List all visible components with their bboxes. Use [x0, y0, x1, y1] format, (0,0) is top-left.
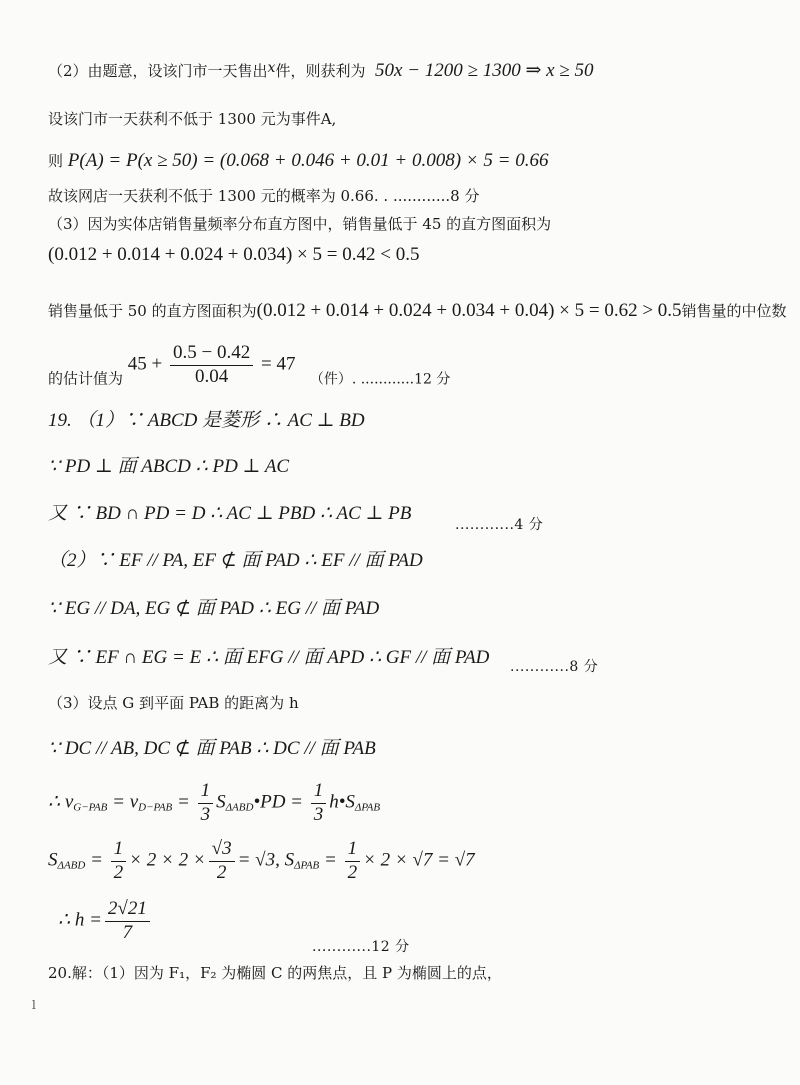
q19-part3-setup: （3）设点 G 到平面 PAB 的距离为 h	[48, 694, 299, 712]
q19-part1-rhombus: 19. （1）∵ ABCD 是菱形 ∴ AC ⊥ BD	[48, 410, 365, 431]
q19-part1-conclusion: 又 ∵ BD ∩ PD = D ∴ AC ⊥ PBD ∴ AC ⊥ PB	[48, 503, 412, 524]
probability-formula: 则 P(A) = P(x ≥ 50) = (0.068 + 0.046 + 0.01 + 0.008) × 5 = 0.66	[48, 150, 549, 171]
score-12: ............12 分	[312, 939, 410, 955]
probability-conclusion: 故该网店一天获利不低于 1300 元的概率为 0.66. . ............8 分	[48, 187, 480, 205]
line-2-setup: （2）由题意，设该门市一天售出x件，则获利为 50x − 1200 ≥ 1300 ⇒ x ≥ 50	[48, 60, 594, 81]
q20-intro: 20.解：（1）因为 F₁，F₂ 为椭圆 C 的两焦点，且 P 为椭圆上的点，	[48, 964, 502, 982]
q19-part3-parallel: ∵ DC // AB, DC ⊄ 面 PAB ∴ DC // 面 PAB	[48, 738, 376, 759]
score-4: ............4 分	[455, 517, 544, 533]
part-3-intro: （3）因为实体店销售量频率分布直方图中，销售量低于 45 的直方图面积为	[48, 215, 552, 233]
area-below-45: (0.012 + 0.014 + 0.024 + 0.034) × 5 = 0.42 < 0.5	[48, 244, 420, 265]
area-below-50: 销售量低于 50 的直方图面积为(0.012 + 0.014 + 0.024 + 0.034 + 0.04) × 5 = 0.62 > 0.5销售量的中位数	[48, 300, 787, 321]
area-equation: $S_{\Delta ABD}$ = $\frac{1}{2}$ × 2 × 2 × $\frac{√3}{2}$ = √3, $S_{\Delta PAB}$ = $\frac{1}{2}$ × 2 × √7 = √7	[48, 838, 475, 883]
volume-equation: ∴ $v_{G-PAB} = v_{D-PAB}$ = $\frac{1}{3}$ $S_{\Delta ABD}•PD$ = $\frac{1}{3}$ $h•S_{\Delta PAB}$	[48, 780, 381, 825]
q19-part2-eg: ∵ EG // DA, EG ⊄ 面 PAD ∴ EG // 面 PAD	[48, 598, 380, 619]
event-definition: 设该门市一天获利不低于 1300 元为事件A,	[48, 110, 337, 128]
q19-part1-perpendicular: ∵ PD ⊥ 面 ABCD ∴ PD ⊥ AC	[48, 456, 290, 477]
median-estimate: 的估计值为 45 + $\frac{0.5 - 0.42}{0.04}$ = 47 （件）. ............12 分	[48, 342, 451, 388]
score-8: ............8 分	[510, 659, 599, 675]
height-result: ∴ h = $\frac{2√21}{7}$	[58, 898, 153, 945]
corner-mark: l	[32, 998, 36, 1012]
q19-part2-ef: （2）∵ EF // PA, EF ⊄ 面 PAD ∴ EF // 面 PAD	[48, 550, 423, 571]
q19-part2-conclusion: 又 ∵ EF ∩ EG = E ∴ 面 EFG // 面 APD ∴ GF // 面 PAD	[48, 647, 490, 668]
median-fraction: $\frac{0.5 - 0.42}{0.04}$	[170, 342, 253, 389]
